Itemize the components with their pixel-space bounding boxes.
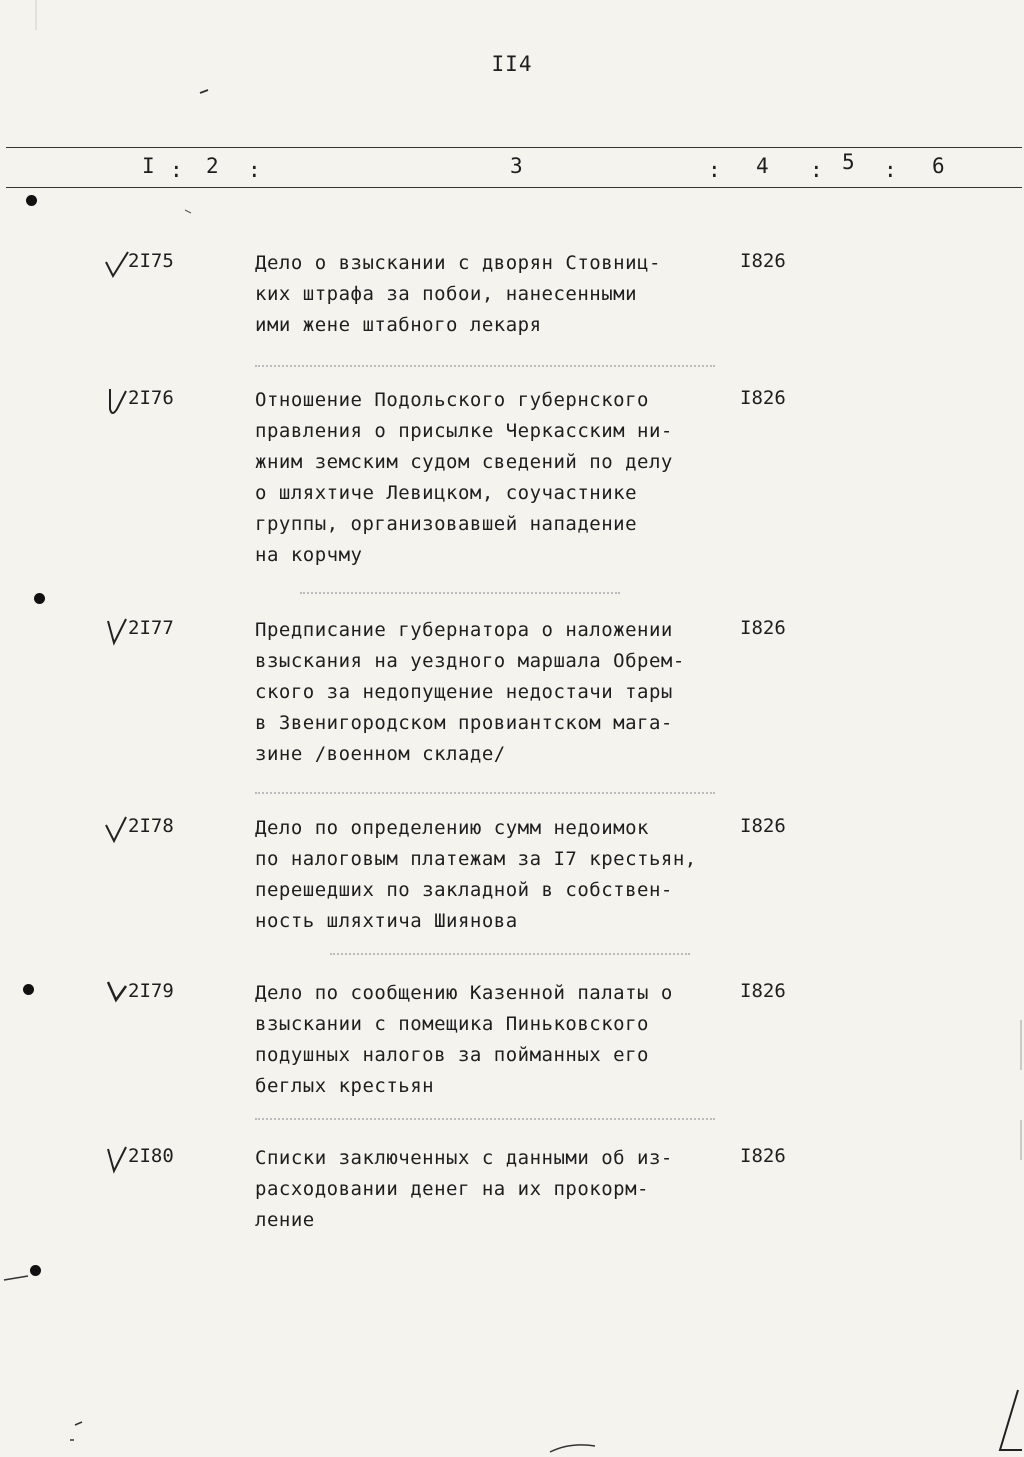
description-line: ких штрафа за побои, нанесенными (255, 283, 638, 305)
description-line: группы, организовавшей нападение (255, 513, 638, 535)
description-line: ского за недопущение недостачи тары (255, 681, 673, 703)
description-line: взыскания на уездного маршала Обрем- (255, 650, 685, 672)
page-number: II4 (491, 52, 533, 76)
description-line: расходовании денег на их прокорм- (255, 1178, 649, 1200)
description-line: зине /военном складе/ (255, 743, 506, 765)
description-line: на корчму (255, 544, 363, 566)
entry-number: 2I76 (128, 387, 174, 409)
description-line: взыскании с помещика Пиньковского (255, 1013, 649, 1035)
entry-number: 2I78 (128, 815, 174, 837)
entry-year: I826 (740, 387, 786, 409)
entry-number: 2I79 (128, 980, 174, 1002)
description-line: жним земским судом сведений по делу (255, 451, 673, 473)
description-line: беглых крестьян (255, 1075, 435, 1097)
column-separator: : (248, 158, 261, 182)
description-line: Дело по определению сумм недоимок (255, 817, 649, 839)
column-header-1: I (142, 154, 155, 178)
description-line: ность шляхтича Шиянова (255, 910, 518, 932)
column-separator: : (170, 158, 183, 182)
entry-number: 2I77 (128, 617, 174, 639)
description-line: правления о присылке Черкасским ни- (255, 420, 673, 442)
column-header-5: 5 (842, 150, 855, 174)
description-line: ление (255, 1209, 315, 1231)
description-line: Отношение Подольского губернского (255, 389, 649, 411)
description-line: перешедших по закладной в собствен- (255, 879, 673, 901)
description-line: Дело по сообщению Казенной палаты о (255, 982, 673, 1004)
entry-year: I826 (740, 815, 786, 837)
description-line: по налоговым платежам за I7 крестьян, (255, 848, 697, 870)
column-separator: : (810, 158, 823, 182)
description-line: подушных налогов за пойманных его (255, 1044, 649, 1066)
column-separator: : (708, 158, 721, 182)
entry-number: 2I80 (128, 1145, 174, 1167)
column-header-3: 3 (510, 154, 523, 178)
description-line: в Звенигородском провиантском мага- (255, 712, 673, 734)
entry-year: I826 (740, 1145, 786, 1167)
description-line: о шляхтиче Левицком, соучастнике (255, 482, 638, 504)
entry-year: I826 (740, 617, 786, 639)
description-line: Предписание губернатора о наложении (255, 619, 673, 641)
column-header-2: 2 (206, 154, 219, 178)
column-separator: : (884, 158, 897, 182)
column-header-4: 4 (756, 154, 769, 178)
column-header-6: 6 (932, 154, 945, 178)
description-line: ими жене штабного лекаря (255, 314, 542, 336)
description-line: Дело о взыскании с дворян Стовниц- (255, 252, 661, 274)
entry-year: I826 (740, 980, 786, 1002)
entry-year: I826 (740, 250, 786, 272)
entry-number: 2I75 (128, 250, 174, 272)
description-line: Списки заключенных с данными об из- (255, 1147, 673, 1169)
